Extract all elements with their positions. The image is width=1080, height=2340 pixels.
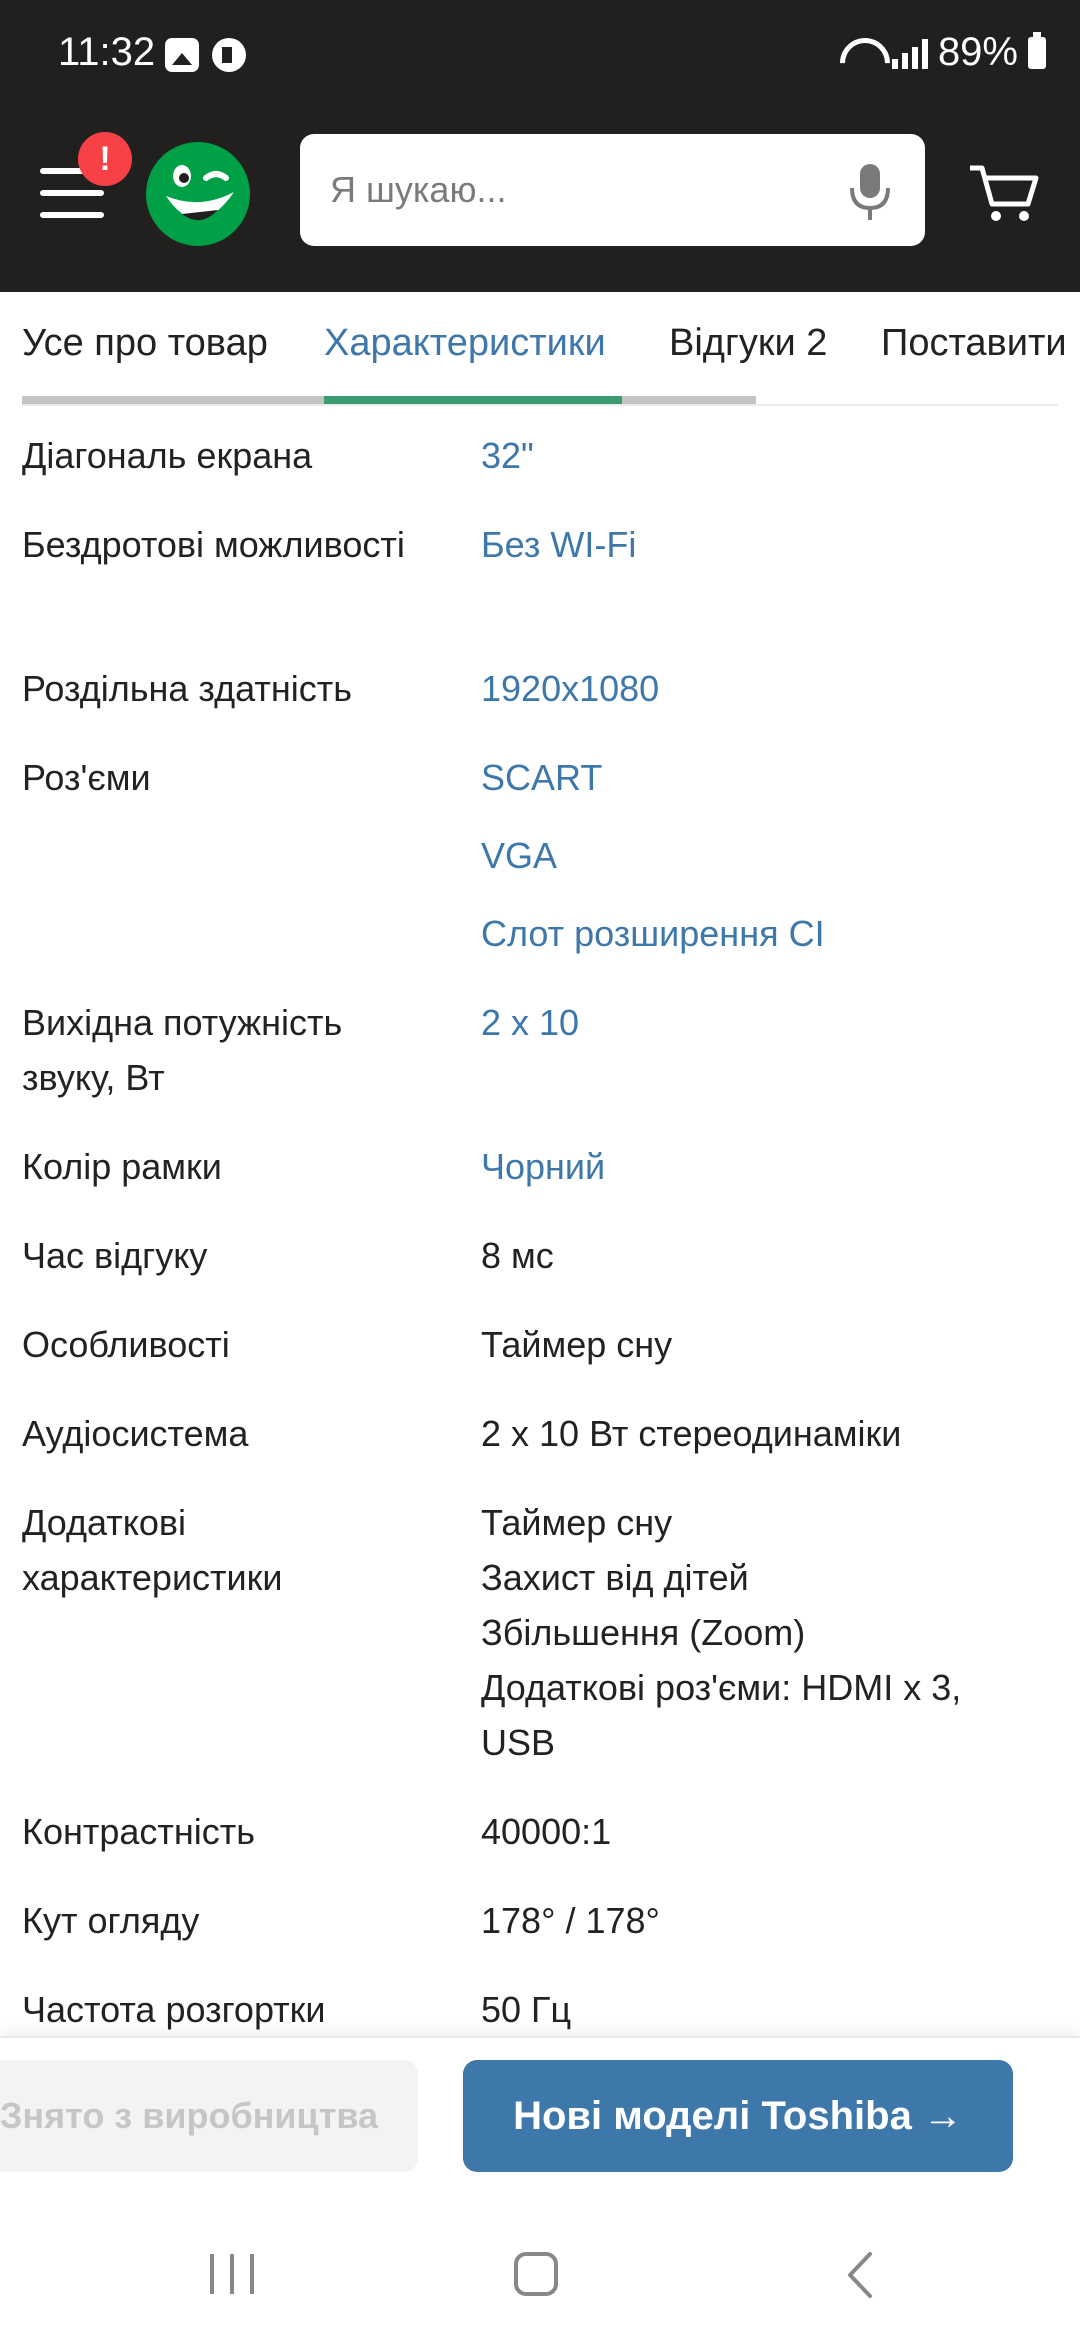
spec-label: Діагональ екрана bbox=[22, 435, 313, 476]
spec-label: Вихідна потужність звуку, Вт bbox=[22, 1002, 343, 1098]
tab-ask-question[interactable]: Поставити bbox=[881, 322, 1067, 364]
battery-icon bbox=[1028, 37, 1046, 69]
spec-value bbox=[481, 1139, 1041, 1194]
search-box[interactable] bbox=[300, 134, 925, 246]
wifi-icon bbox=[838, 36, 882, 70]
status-time: 11:32 bbox=[58, 30, 156, 74]
recent-apps-icon[interactable] bbox=[210, 2254, 254, 2294]
bottom-action-bar bbox=[0, 2036, 1080, 2206]
spec-label: Кут огляду bbox=[22, 1900, 200, 1941]
new-models-button[interactable]: Нові моделі Toshiba → bbox=[463, 2060, 1013, 2172]
spec-value-link[interactable]: SCART bbox=[481, 757, 603, 798]
status-indicators bbox=[838, 30, 1046, 75]
tab-all-about[interactable]: Усе про товар bbox=[22, 322, 268, 364]
spec-value-text: Додаткові роз'єми: HDMI x 3, USB bbox=[481, 1667, 962, 1763]
spec-value bbox=[481, 517, 1041, 572]
spec-value-link[interactable]: VGA bbox=[481, 835, 558, 876]
spec-value-link[interactable]: 32" bbox=[481, 435, 534, 476]
spec-value-text: Таймер сну bbox=[481, 1324, 673, 1365]
spec-label: Час відгуку bbox=[22, 1235, 208, 1276]
spec-value-link[interactable]: Чорний bbox=[481, 1146, 606, 1187]
mic-icon[interactable] bbox=[840, 160, 900, 224]
spec-value bbox=[481, 1317, 1041, 1372]
discontinued-button: Знято з виробництва bbox=[0, 2060, 418, 2172]
spec-label: Аудіосистема bbox=[22, 1413, 249, 1454]
spec-value-link[interactable]: 2 x 10 bbox=[481, 1002, 580, 1043]
cart-icon[interactable] bbox=[966, 156, 1040, 230]
tab-characteristics[interactable]: Характеристики bbox=[324, 322, 606, 364]
spec-value-link[interactable]: Слот розширення CI bbox=[481, 913, 825, 954]
status-bar bbox=[0, 0, 1080, 112]
spec-value-text: 50 Гц bbox=[481, 1989, 572, 2030]
spec-value bbox=[481, 1982, 1041, 2036]
spec-label: Роз'єми bbox=[22, 757, 151, 798]
spec-label: Бездротові можливості bbox=[22, 524, 405, 565]
spec-value-text: 2 x 10 Вт стереодинаміки bbox=[481, 1413, 902, 1454]
tab-reviews[interactable]: Відгуки 2 bbox=[669, 322, 828, 364]
spec-value-text: 8 мс bbox=[481, 1235, 554, 1276]
spec-value bbox=[481, 428, 1041, 483]
spec-value bbox=[481, 1228, 1041, 1283]
spec-value bbox=[481, 1495, 1041, 1770]
search-input[interactable] bbox=[330, 160, 810, 220]
spec-value bbox=[481, 995, 1041, 1050]
spec-label: Роздільна здатність bbox=[22, 668, 352, 709]
signal-icon bbox=[892, 37, 928, 69]
specs-list bbox=[0, 406, 1080, 2036]
cast-notification-icon bbox=[212, 38, 246, 72]
spec-value bbox=[481, 661, 1041, 716]
spec-value-text: Таймер сну bbox=[481, 1502, 673, 1543]
gallery-notification-icon bbox=[165, 38, 199, 72]
battery-percent: 89% bbox=[937, 30, 1018, 74]
spec-label: Колір рамки bbox=[22, 1146, 222, 1187]
active-tab-indicator bbox=[324, 396, 622, 404]
spec-value-text: 40000:1 bbox=[481, 1811, 612, 1852]
rozetka-logo[interactable] bbox=[142, 136, 254, 248]
spec-value-text: Захист від дітей bbox=[481, 1557, 749, 1598]
spec-label: Контрастність bbox=[22, 1811, 256, 1852]
spec-label: Додаткові характеристики bbox=[22, 1502, 283, 1598]
menu-alert-badge: ! bbox=[78, 132, 132, 186]
spec-label: Частота розгортки bbox=[22, 1989, 326, 2030]
spec-value bbox=[481, 1893, 1041, 1948]
spec-value-link[interactable]: 1920x1080 bbox=[481, 668, 660, 709]
spec-value bbox=[481, 750, 1041, 961]
spec-value-text: Збільшення (Zoom) bbox=[481, 1612, 806, 1653]
back-icon[interactable] bbox=[836, 2250, 886, 2300]
home-icon[interactable] bbox=[514, 2252, 558, 2296]
spec-label: Особливості bbox=[22, 1324, 230, 1365]
product-tabs bbox=[0, 292, 1080, 404]
spec-value bbox=[481, 1804, 1041, 1859]
app-header bbox=[0, 112, 1080, 292]
spec-value bbox=[481, 1406, 1041, 1461]
spec-value-link[interactable]: Без WI-Fi bbox=[481, 524, 637, 565]
spec-value-text: 178° / 178° bbox=[481, 1900, 660, 1941]
system-nav-bar bbox=[0, 2206, 1080, 2340]
